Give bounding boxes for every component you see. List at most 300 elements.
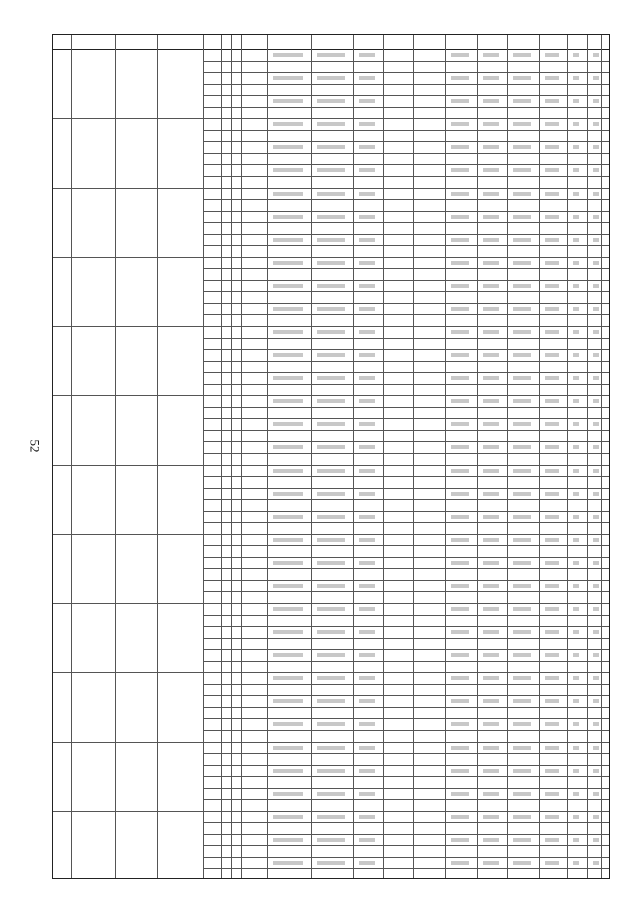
illegible-cell-mark: [359, 284, 375, 288]
illegible-cell-mark: [317, 192, 345, 196]
illegible-cell-mark: [483, 330, 499, 334]
illegible-cell-mark: [573, 353, 579, 357]
illegible-cell-mark: [451, 145, 469, 149]
illegible-cell-mark: [545, 561, 559, 565]
row-rule-37: [203, 476, 609, 477]
illegible-cell-mark: [483, 99, 499, 103]
illegible-cell-mark: [573, 376, 579, 380]
illegible-cell-mark: [513, 261, 531, 265]
illegible-cell-mark: [483, 607, 499, 611]
illegible-cell-mark: [573, 192, 579, 196]
illegible-cell-mark: [273, 399, 303, 403]
illegible-cell-mark: [359, 538, 375, 542]
illegible-cell-mark: [593, 307, 599, 311]
illegible-cell-mark: [317, 538, 345, 542]
row-rule-9: [203, 153, 609, 154]
row-rule-34: [203, 441, 609, 442]
illegible-cell-mark: [513, 330, 531, 334]
illegible-cell-mark: [317, 353, 345, 357]
illegible-cell-mark: [451, 76, 469, 80]
row-rule-56: [203, 695, 609, 696]
illegible-cell-mark: [359, 53, 375, 57]
illegible-cell-mark: [317, 492, 345, 496]
illegible-cell-mark: [513, 422, 531, 426]
illegible-cell-mark: [573, 238, 579, 242]
illegible-cell-mark: [483, 422, 499, 426]
row-rule-13: [203, 199, 609, 200]
row-rule-25: [203, 338, 609, 339]
illegible-cell-mark: [513, 307, 531, 311]
illegible-cell-mark: [273, 330, 303, 334]
illegible-cell-mark: [451, 261, 469, 265]
illegible-cell-mark: [573, 838, 579, 842]
illegible-cell-mark: [545, 122, 559, 126]
illegible-cell-mark: [317, 722, 345, 726]
row-rule-7: [203, 130, 609, 131]
illegible-cell-mark: [273, 215, 303, 219]
illegible-cell-mark: [545, 192, 559, 196]
illegible-cell-mark: [573, 145, 579, 149]
illegible-cell-mark: [451, 238, 469, 242]
illegible-cell-mark: [573, 492, 579, 496]
illegible-cell-mark: [593, 215, 599, 219]
row-rule-52: [203, 649, 609, 650]
illegible-cell-mark: [545, 746, 559, 750]
illegible-cell-mark: [573, 561, 579, 565]
illegible-cell-mark: [593, 376, 599, 380]
row-rule-6: [53, 118, 609, 119]
illegible-cell-mark: [451, 99, 469, 103]
illegible-cell-mark: [451, 445, 469, 449]
illegible-cell-mark: [573, 215, 579, 219]
illegible-cell-mark: [451, 769, 469, 773]
illegible-cell-mark: [273, 353, 303, 357]
illegible-cell-mark: [359, 699, 375, 703]
illegible-cell-mark: [273, 538, 303, 542]
illegible-cell-mark: [573, 122, 579, 126]
illegible-cell-mark: [513, 676, 531, 680]
illegible-cell-mark: [545, 838, 559, 842]
illegible-cell-mark: [317, 76, 345, 80]
row-rule-68: [203, 834, 609, 835]
illegible-cell-mark: [451, 422, 469, 426]
illegible-cell-mark: [573, 792, 579, 796]
illegible-cell-mark: [451, 307, 469, 311]
illegible-cell-mark: [317, 445, 345, 449]
row-rule-12: [53, 188, 609, 189]
illegible-cell-mark: [483, 168, 499, 172]
illegible-cell-mark: [593, 792, 599, 796]
illegible-cell-mark: [593, 746, 599, 750]
illegible-cell-mark: [593, 769, 599, 773]
row-rule-57: [203, 707, 609, 708]
illegible-cell-mark: [317, 584, 345, 588]
column-rule-12: [413, 35, 414, 878]
illegible-cell-mark: [483, 792, 499, 796]
illegible-cell-mark: [317, 215, 345, 219]
table-header-band: [53, 35, 609, 50]
row-rule-33: [203, 430, 609, 431]
illegible-cell-mark: [273, 307, 303, 311]
row-rule-8: [203, 141, 609, 142]
illegible-cell-mark: [573, 261, 579, 265]
row-rule-1: [203, 61, 609, 62]
illegible-cell-mark: [359, 399, 375, 403]
illegible-cell-mark: [483, 192, 499, 196]
illegible-cell-mark: [593, 469, 599, 473]
illegible-cell-mark: [593, 145, 599, 149]
illegible-cell-mark: [483, 561, 499, 565]
illegible-cell-mark: [545, 538, 559, 542]
illegible-cell-mark: [593, 653, 599, 657]
illegible-cell-mark: [593, 284, 599, 288]
illegible-cell-mark: [451, 838, 469, 842]
row-rule-30: [53, 395, 609, 396]
row-rule-69: [203, 845, 609, 846]
illegible-cell-mark: [317, 261, 345, 265]
illegible-cell-mark: [273, 861, 303, 865]
illegible-cell-mark: [273, 630, 303, 634]
illegible-cell-mark: [593, 861, 599, 865]
illegible-cell-mark: [593, 492, 599, 496]
illegible-cell-mark: [317, 792, 345, 796]
illegible-cell-mark: [545, 76, 559, 80]
illegible-cell-mark: [359, 145, 375, 149]
illegible-cell-mark: [273, 792, 303, 796]
illegible-cell-mark: [359, 445, 375, 449]
row-rule-35: [203, 453, 609, 454]
row-rule-4: [203, 95, 609, 96]
illegible-cell-mark: [273, 769, 303, 773]
illegible-cell-mark: [317, 630, 345, 634]
row-rule-15: [203, 222, 609, 223]
illegible-cell-mark: [483, 653, 499, 657]
illegible-cell-mark: [359, 376, 375, 380]
row-rule-27: [203, 361, 609, 362]
illegible-cell-mark: [273, 445, 303, 449]
illegible-cell-mark: [359, 353, 375, 357]
column-rule-13: [445, 35, 446, 878]
row-rule-61: [203, 753, 609, 754]
illegible-cell-mark: [451, 861, 469, 865]
illegible-cell-mark: [593, 445, 599, 449]
illegible-cell-mark: [273, 515, 303, 519]
illegible-cell-mark: [451, 561, 469, 565]
illegible-cell-mark: [317, 515, 345, 519]
illegible-cell-mark: [359, 861, 375, 865]
illegible-cell-mark: [359, 838, 375, 842]
illegible-cell-mark: [317, 284, 345, 288]
illegible-cell-mark: [273, 376, 303, 380]
illegible-cell-mark: [359, 769, 375, 773]
column-rule-16: [539, 35, 540, 878]
row-rule-18: [53, 257, 609, 258]
illegible-cell-mark: [483, 122, 499, 126]
illegible-cell-mark: [451, 192, 469, 196]
illegible-cell-mark: [593, 353, 599, 357]
illegible-cell-mark: [513, 492, 531, 496]
illegible-cell-mark: [273, 238, 303, 242]
illegible-cell-mark: [317, 838, 345, 842]
illegible-cell-mark: [593, 676, 599, 680]
row-rule-29: [203, 384, 609, 385]
illegible-cell-mark: [593, 607, 599, 611]
illegible-cell-mark: [513, 192, 531, 196]
illegible-cell-mark: [513, 215, 531, 219]
column-rule-15: [507, 35, 508, 878]
illegible-cell-mark: [513, 399, 531, 403]
row-rule-60: [53, 742, 609, 743]
illegible-cell-mark: [545, 376, 559, 380]
illegible-cell-mark: [483, 722, 499, 726]
illegible-cell-mark: [483, 469, 499, 473]
illegible-cell-mark: [573, 469, 579, 473]
illegible-cell-mark: [273, 53, 303, 57]
illegible-cell-mark: [483, 630, 499, 634]
illegible-cell-mark: [273, 699, 303, 703]
illegible-cell-mark: [573, 676, 579, 680]
row-rule-14: [203, 211, 609, 212]
row-rule-3: [203, 84, 609, 85]
illegible-cell-mark: [273, 422, 303, 426]
illegible-cell-mark: [545, 238, 559, 242]
column-rule-5: [221, 35, 222, 878]
illegible-cell-mark: [573, 307, 579, 311]
illegible-cell-mark: [513, 122, 531, 126]
illegible-cell-mark: [513, 722, 531, 726]
illegible-cell-mark: [593, 76, 599, 80]
column-rule-17: [567, 35, 568, 878]
illegible-cell-mark: [483, 492, 499, 496]
illegible-cell-mark: [451, 676, 469, 680]
illegible-cell-mark: [545, 699, 559, 703]
illegible-cell-mark: [273, 653, 303, 657]
illegible-cell-mark: [451, 168, 469, 172]
illegible-cell-mark: [573, 76, 579, 80]
row-rule-71: [203, 868, 609, 869]
row-rule-32: [203, 418, 609, 419]
illegible-cell-mark: [483, 515, 499, 519]
illegible-cell-mark: [483, 261, 499, 265]
column-rule-4: [203, 35, 204, 878]
illegible-cell-mark: [483, 76, 499, 80]
column-rule-7: [241, 35, 242, 878]
illegible-cell-mark: [593, 538, 599, 542]
illegible-cell-mark: [451, 122, 469, 126]
illegible-cell-mark: [573, 99, 579, 103]
illegible-cell-mark: [513, 538, 531, 542]
column-rule-9: [311, 35, 312, 878]
illegible-cell-mark: [317, 307, 345, 311]
illegible-cell-mark: [513, 769, 531, 773]
illegible-cell-mark: [573, 538, 579, 542]
illegible-cell-mark: [317, 676, 345, 680]
illegible-cell-mark: [545, 653, 559, 657]
budget-table: [52, 34, 610, 879]
column-rule-18: [587, 35, 588, 878]
illegible-cell-mark: [593, 261, 599, 265]
illegible-cell-mark: [451, 584, 469, 588]
illegible-cell-mark: [273, 469, 303, 473]
illegible-cell-mark: [317, 53, 345, 57]
illegible-cell-mark: [513, 815, 531, 819]
illegible-cell-mark: [359, 653, 375, 657]
illegible-cell-mark: [513, 53, 531, 57]
illegible-cell-mark: [483, 215, 499, 219]
illegible-cell-mark: [451, 538, 469, 542]
illegible-cell-mark: [317, 238, 345, 242]
illegible-cell-mark: [359, 99, 375, 103]
illegible-cell-mark: [545, 607, 559, 611]
row-rule-43: [203, 545, 609, 546]
illegible-cell-mark: [317, 861, 345, 865]
row-rule-53: [203, 661, 609, 662]
illegible-cell-mark: [451, 330, 469, 334]
illegible-cell-mark: [483, 307, 499, 311]
illegible-cell-mark: [573, 815, 579, 819]
illegible-cell-mark: [317, 746, 345, 750]
illegible-cell-mark: [451, 215, 469, 219]
illegible-cell-mark: [451, 815, 469, 819]
illegible-cell-mark: [317, 168, 345, 172]
illegible-cell-mark: [451, 353, 469, 357]
illegible-cell-mark: [451, 492, 469, 496]
illegible-cell-mark: [359, 122, 375, 126]
illegible-cell-mark: [513, 861, 531, 865]
row-rule-41: [203, 522, 609, 523]
illegible-cell-mark: [483, 238, 499, 242]
illegible-cell-mark: [359, 215, 375, 219]
illegible-cell-mark: [451, 746, 469, 750]
illegible-cell-mark: [273, 99, 303, 103]
illegible-cell-mark: [593, 630, 599, 634]
illegible-cell-mark: [545, 792, 559, 796]
illegible-cell-mark: [483, 145, 499, 149]
row-rule-5: [203, 107, 609, 108]
row-rule-59: [203, 730, 609, 731]
illegible-cell-mark: [593, 192, 599, 196]
illegible-cell-mark: [483, 769, 499, 773]
illegible-cell-mark: [317, 815, 345, 819]
row-rule-28: [203, 372, 609, 373]
illegible-cell-mark: [451, 376, 469, 380]
row-rule-19: [203, 268, 609, 269]
illegible-cell-mark: [573, 422, 579, 426]
column-rule-2: [115, 35, 116, 878]
illegible-cell-mark: [593, 99, 599, 103]
illegible-cell-mark: [451, 53, 469, 57]
illegible-cell-mark: [593, 584, 599, 588]
illegible-cell-mark: [273, 284, 303, 288]
illegible-cell-mark: [273, 76, 303, 80]
illegible-cell-mark: [513, 445, 531, 449]
illegible-cell-mark: [545, 769, 559, 773]
illegible-cell-mark: [359, 261, 375, 265]
illegible-cell-mark: [273, 145, 303, 149]
illegible-cell-mark: [359, 722, 375, 726]
illegible-cell-mark: [317, 699, 345, 703]
column-rule-14: [477, 35, 478, 878]
row-rule-63: [203, 776, 609, 777]
row-rule-62: [203, 765, 609, 766]
illegible-cell-mark: [573, 653, 579, 657]
illegible-cell-mark: [545, 399, 559, 403]
illegible-cell-mark: [317, 145, 345, 149]
illegible-cell-mark: [545, 492, 559, 496]
illegible-cell-mark: [593, 122, 599, 126]
illegible-cell-mark: [573, 861, 579, 865]
illegible-cell-mark: [483, 353, 499, 357]
illegible-cell-mark: [593, 53, 599, 57]
row-rule-48: [53, 603, 609, 604]
illegible-cell-mark: [317, 422, 345, 426]
illegible-cell-mark: [593, 330, 599, 334]
illegible-cell-mark: [359, 584, 375, 588]
illegible-cell-mark: [545, 676, 559, 680]
illegible-cell-mark: [593, 815, 599, 819]
illegible-cell-mark: [483, 376, 499, 380]
row-rule-2: [203, 72, 609, 73]
illegible-cell-mark: [593, 561, 599, 565]
illegible-cell-mark: [573, 399, 579, 403]
illegible-cell-mark: [359, 192, 375, 196]
illegible-cell-mark: [451, 630, 469, 634]
row-rule-64: [203, 788, 609, 789]
row-rule-66: [53, 811, 609, 812]
illegible-cell-mark: [573, 53, 579, 57]
illegible-cell-mark: [513, 168, 531, 172]
illegible-cell-mark: [451, 653, 469, 657]
illegible-cell-mark: [593, 238, 599, 242]
illegible-cell-mark: [483, 815, 499, 819]
illegible-cell-mark: [573, 284, 579, 288]
illegible-cell-mark: [593, 399, 599, 403]
illegible-cell-mark: [273, 746, 303, 750]
illegible-cell-mark: [483, 538, 499, 542]
illegible-cell-mark: [545, 284, 559, 288]
illegible-cell-mark: [573, 699, 579, 703]
illegible-cell-mark: [545, 469, 559, 473]
illegible-cell-mark: [451, 469, 469, 473]
illegible-cell-mark: [359, 238, 375, 242]
illegible-cell-mark: [593, 422, 599, 426]
illegible-cell-mark: [545, 330, 559, 334]
row-rule-51: [203, 638, 609, 639]
column-rule-8: [267, 35, 268, 878]
illegible-cell-mark: [545, 630, 559, 634]
row-rule-10: [203, 164, 609, 165]
row-rule-50: [203, 626, 609, 627]
row-rule-17: [203, 245, 609, 246]
illegible-cell-mark: [545, 515, 559, 519]
illegible-cell-mark: [545, 722, 559, 726]
illegible-cell-mark: [545, 261, 559, 265]
illegible-cell-mark: [359, 469, 375, 473]
row-rule-47: [203, 591, 609, 592]
illegible-cell-mark: [573, 607, 579, 611]
illegible-cell-mark: [359, 607, 375, 611]
illegible-cell-mark: [483, 445, 499, 449]
illegible-cell-mark: [317, 330, 345, 334]
illegible-cell-mark: [593, 838, 599, 842]
row-rule-21: [203, 291, 609, 292]
illegible-cell-mark: [513, 838, 531, 842]
illegible-cell-mark: [545, 861, 559, 865]
illegible-cell-mark: [359, 746, 375, 750]
row-rule-42: [53, 534, 609, 535]
illegible-cell-mark: [573, 445, 579, 449]
illegible-cell-mark: [593, 722, 599, 726]
